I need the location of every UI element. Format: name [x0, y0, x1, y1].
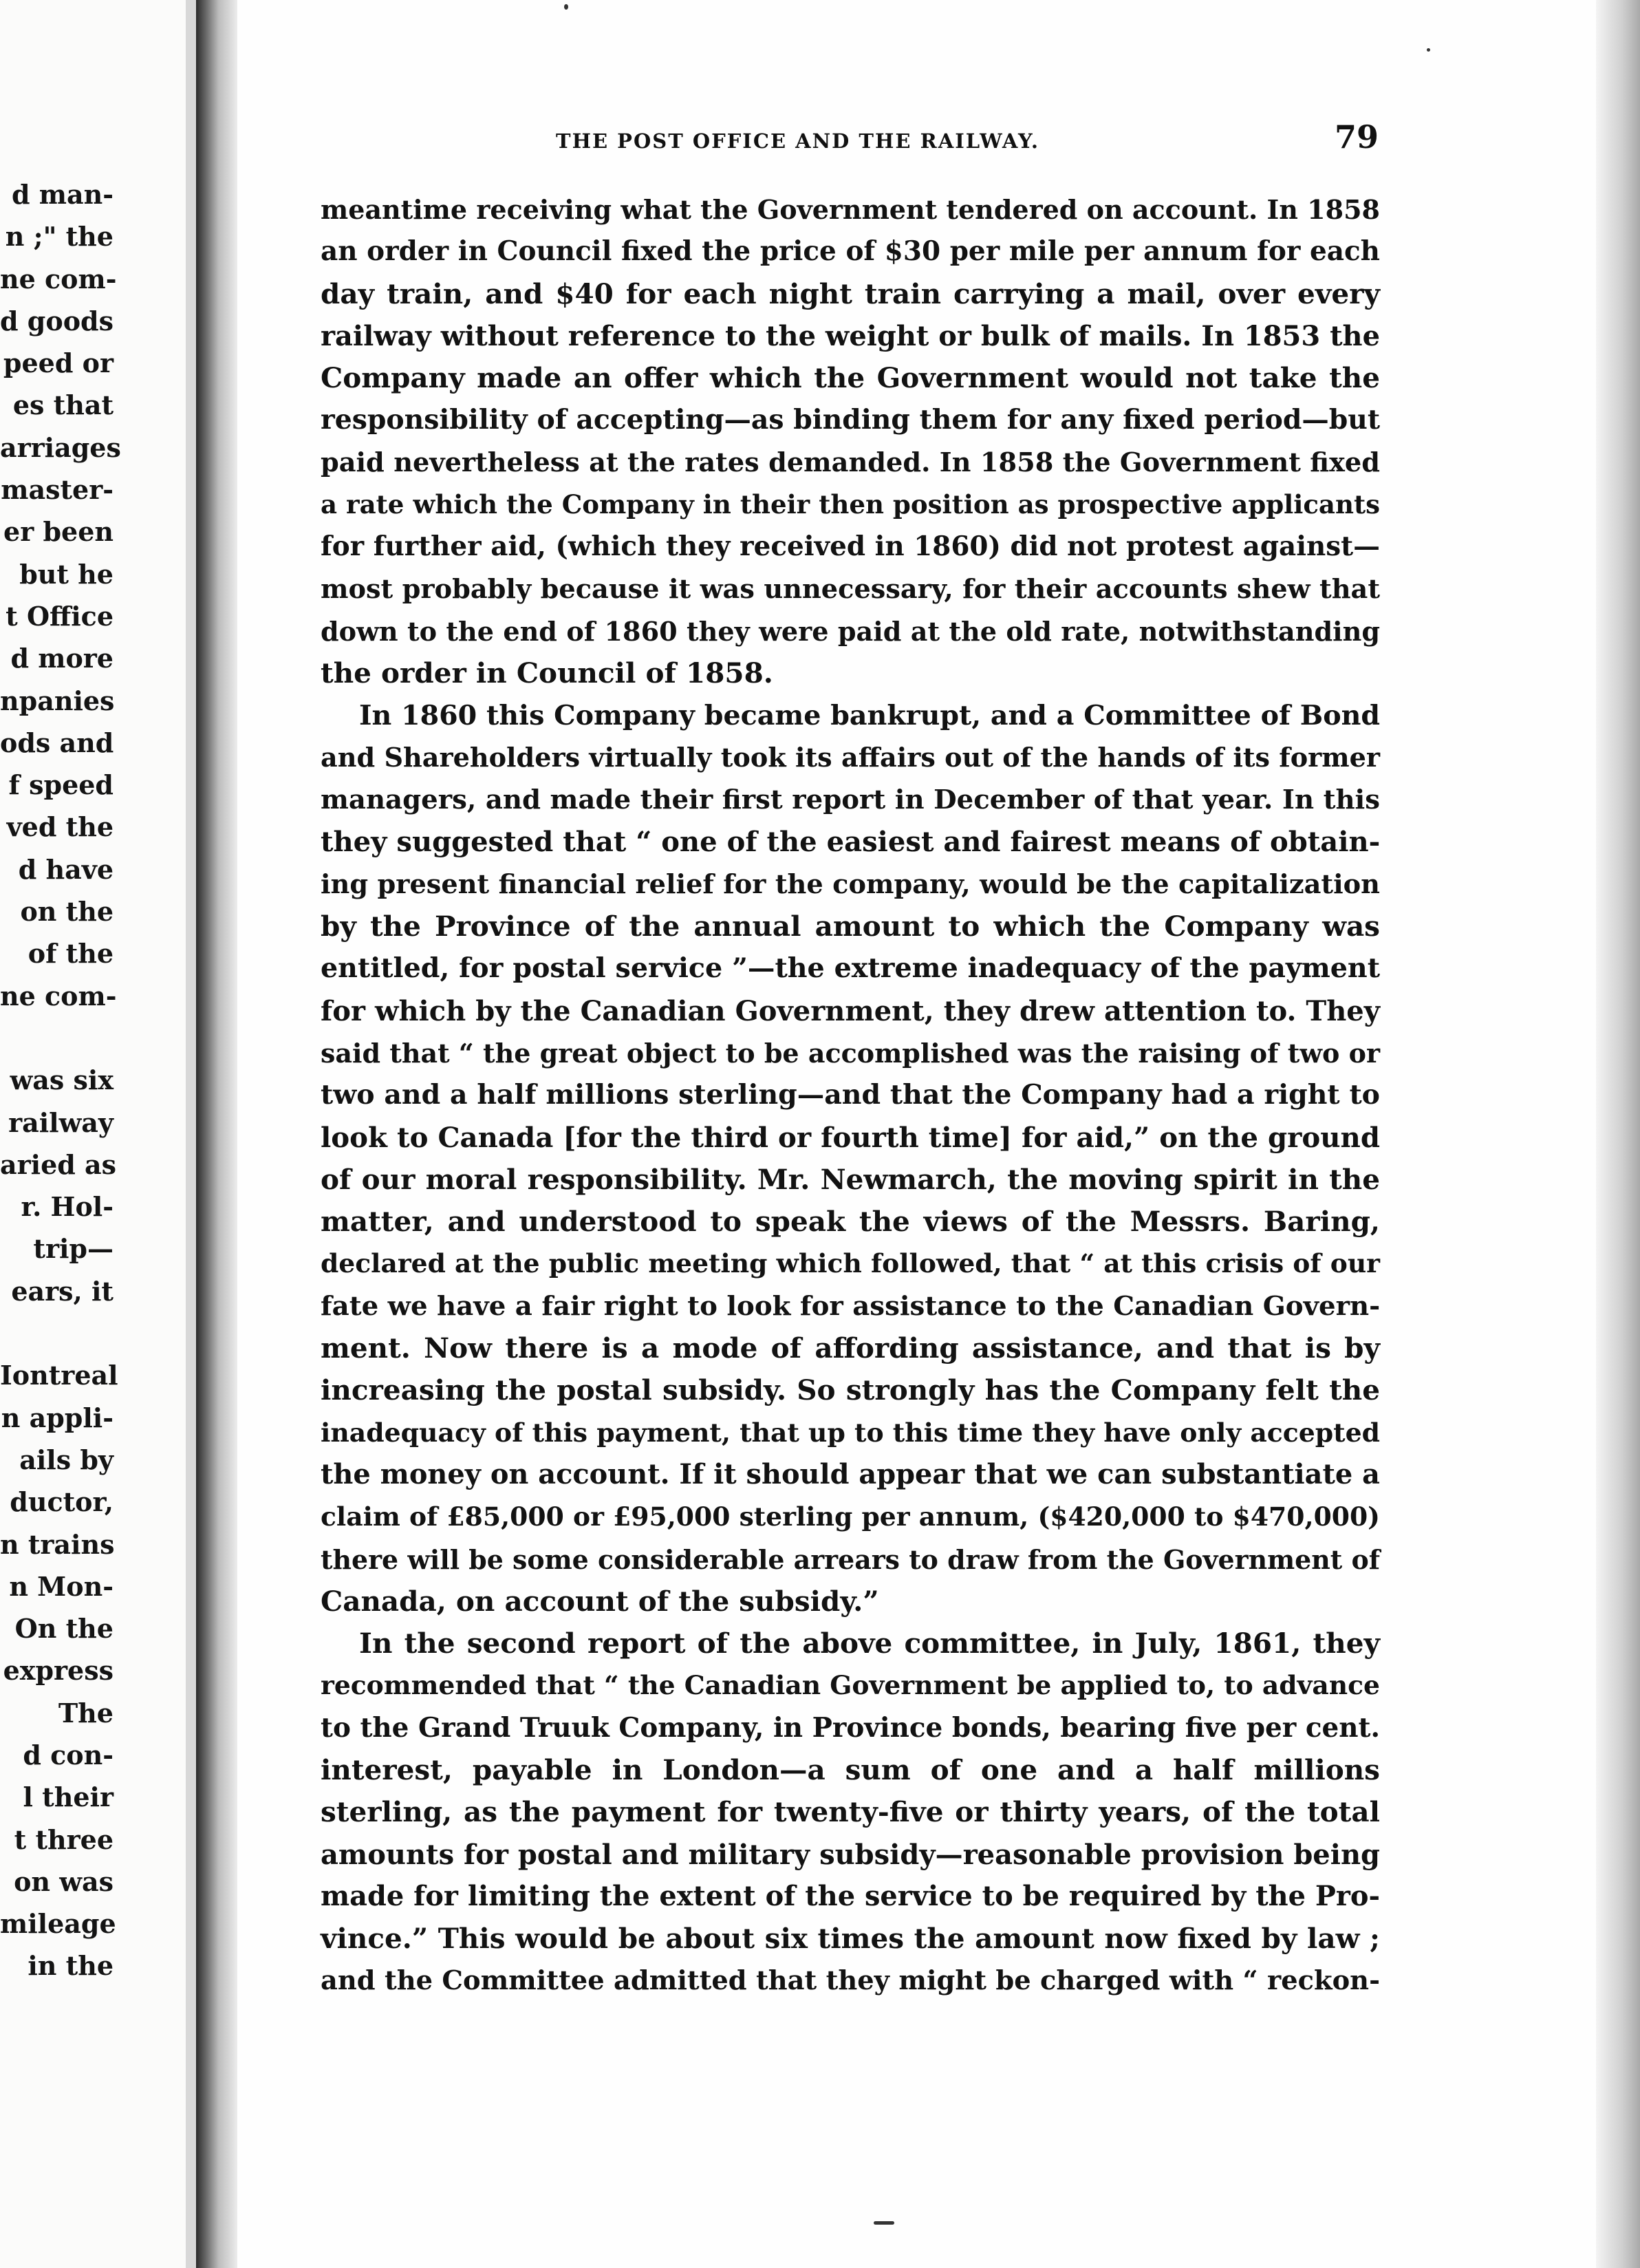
page-number: 79	[1335, 118, 1379, 156]
text-line: the money on account. If it should appear that we can substantiate a	[321, 1458, 1380, 1490]
left-page-line: ne com-	[0, 263, 117, 295]
left-page-line: master-	[1, 474, 114, 506]
text-line: the order in Council of 1858.	[321, 656, 773, 690]
text-line: railway without reference to the weight or bulk of mails. In 1853 the	[321, 319, 1380, 352]
text-line: ment. Now there is a mode of affording assistance, and that is by	[321, 1331, 1380, 1365]
left-page-line: trip—	[33, 1233, 114, 1265]
adjacent-left-page	[0, 0, 199, 2268]
text-line: two and a half millions sterling—and that the Company had a right to	[321, 1079, 1380, 1111]
text-line: and the Committee admitted that they might be charged with “ reckon-	[321, 1965, 1380, 1997]
text-line: recommended that “ the Canadian Government be applied to, to advance	[321, 1670, 1380, 1701]
left-page-line: er been	[3, 516, 114, 548]
left-page-line: ods and	[0, 727, 114, 758]
left-page-line: n ;" the	[5, 221, 114, 253]
left-page-line: f speed	[8, 769, 114, 801]
text-line: interest, payable in London—a sum of one and a half millions	[321, 1753, 1380, 1786]
text-line: day train, and $40 for each night train carrying a mail, over every	[321, 277, 1380, 310]
text-line: made for limiting the extent of the service to be required by the Pro-	[321, 1880, 1380, 1912]
left-page-line: t three	[14, 1823, 114, 1855]
left-page-line: d more	[10, 643, 114, 674]
left-page-line	[0, 1312, 114, 1354]
text-line: Company made an offer which the Government would not take the	[321, 361, 1380, 395]
text-line: amounts for postal and military subsidy—reasonable provision being	[321, 1838, 1380, 1871]
text-line: they suggested that “ one of the easiest and fairest means of obtain-	[321, 826, 1381, 859]
left-page-line: but he	[19, 558, 114, 590]
text-line: an order in Council fixed the price of $30 per mile per annum for each	[321, 235, 1380, 268]
right-page-edge-shadow	[1596, 0, 1640, 2268]
left-page-line: ails by	[19, 1444, 114, 1475]
left-page-line: n trains	[0, 1528, 115, 1560]
text-line: down to the end of 1860 they were paid at the old rate, notwithstanding	[321, 615, 1380, 647]
left-page-line: npanies	[0, 685, 115, 716]
left-page-line: railway	[8, 1106, 114, 1138]
paragraph	[321, 695, 1380, 1623]
left-page-line: r. Hol-	[21, 1191, 114, 1223]
paragraph	[321, 189, 1380, 695]
left-page-line: aried as	[0, 1148, 117, 1180]
running-head: THE POST OFFICE AND THE RAILWAY.	[556, 129, 1040, 153]
text-line: meantime receiving what the Government tendered on account. In 1858	[321, 194, 1380, 225]
ink-speck	[1427, 48, 1430, 52]
left-page-line	[0, 1017, 114, 1059]
left-page-line: in the	[28, 1950, 114, 1982]
text-line: In the second report of the above committee, in July, 1861, they	[359, 1627, 1380, 1660]
text-line: Canada, on account of the subsidy.”	[321, 1584, 879, 1618]
left-page-line: ears, it	[11, 1275, 114, 1307]
left-page-line: l their	[23, 1782, 114, 1813]
left-page-line: d have	[18, 853, 114, 885]
text-line: said that “ the great object to be accomplished was the raising of two or	[321, 1037, 1380, 1069]
left-page-line: on was	[14, 1865, 114, 1897]
text-line: there will be some considerable arrears to draw from the Government of	[321, 1543, 1380, 1575]
left-page-line: d goods	[0, 305, 114, 336]
left-page-line: ne com-	[0, 980, 117, 1012]
text-line: most probably because it was unnecessary, for their accounts shew that	[321, 573, 1380, 605]
left-page-line: express	[3, 1655, 114, 1687]
text-line: and Shareholders virtually took its affairs out of the hands of its former	[321, 742, 1380, 773]
left-page-line: n Mon-	[9, 1570, 114, 1602]
paragraph	[321, 1623, 1380, 2002]
left-page-line: t Office	[6, 600, 114, 632]
left-page-line: es that	[12, 389, 114, 421]
left-page-line: ductor,	[10, 1486, 114, 1518]
text-line: for which by the Canadian Government, they drew attention to. They	[321, 994, 1380, 1027]
text-line: inadequacy of this payment, that up to this time they have only accepted	[321, 1417, 1381, 1448]
body-text	[321, 189, 1380, 2002]
left-page-line: peed or	[3, 347, 114, 379]
left-page-line: On the	[14, 1613, 114, 1645]
text-line: entitled, for postal service ”—the extreme inadequacy of the payment	[321, 952, 1380, 985]
book-gutter-shadow	[196, 0, 237, 2268]
text-line: increasing the postal subsidy. So strongly has the Company felt the	[321, 1373, 1380, 1407]
left-page-line: d man-	[11, 179, 114, 210]
text-line: sterling, as the payment for twenty-five or thirty years, of the total	[321, 1795, 1380, 1829]
text-line: look to Canada [for the third or fourth time] for aid,” on the ground	[321, 1120, 1380, 1154]
left-page-line: mileage	[0, 1908, 116, 1940]
text-line: paid nevertheless at the rates demanded. In 1858 the Government fixed	[321, 447, 1380, 478]
text-line: managers, and made their first report in December of that year. In this	[321, 784, 1380, 816]
text-line: In 1860 this Company became bankrupt, and a Committee of Bond	[359, 699, 1381, 731]
left-page-line: arriages	[0, 431, 121, 463]
left-page-line: of the	[28, 938, 114, 970]
text-line: to the Grand Truuk Company, in Province bonds, bearing five per cent.	[321, 1711, 1380, 1744]
left-page-line: d con-	[23, 1739, 114, 1770]
ink-speck	[564, 4, 568, 10]
text-line: of our moral responsibility. Mr. Newmarch, the moving spirit in the	[321, 1162, 1380, 1196]
text-line: declared at the public meeting which followed, that “ at this crisis of our	[321, 1248, 1380, 1279]
left-page-line: ved the	[6, 811, 114, 843]
left-page-line: n appli-	[1, 1402, 114, 1433]
text-line: matter, and understood to speak the views of the Messrs. Baring,	[321, 1205, 1380, 1239]
left-page-line: was six	[10, 1065, 114, 1096]
text-line: by the Province of the annual amount to which the Company was	[321, 910, 1380, 943]
ink-speck	[874, 2221, 894, 2225]
text-line: vince.” This would be about six times the amount now fixed by law ;	[321, 1922, 1380, 1956]
text-line: ing present financial relief for the company, would be the capitalization	[321, 868, 1380, 900]
text-line: for further aid, (which they received in 1860) did not protest against—	[321, 531, 1380, 563]
left-page-line: Iontreal	[0, 1360, 118, 1391]
text-line: responsibility of accepting—as binding them for any fixed period—but	[321, 404, 1380, 436]
left-page-line: The	[58, 1697, 114, 1729]
text-line: claim of £85,000 or £95,000 sterling per annum, ($420,000 to $470,000)	[321, 1501, 1380, 1532]
text-line: a rate which the Company in their then position as prospective applicants	[321, 489, 1380, 520]
left-page-line: on the	[20, 896, 114, 928]
left-page-text-fragments	[0, 173, 121, 1987]
text-line: fate we have a fair right to look for assistance to the Canadian Govern-	[321, 1290, 1381, 1322]
